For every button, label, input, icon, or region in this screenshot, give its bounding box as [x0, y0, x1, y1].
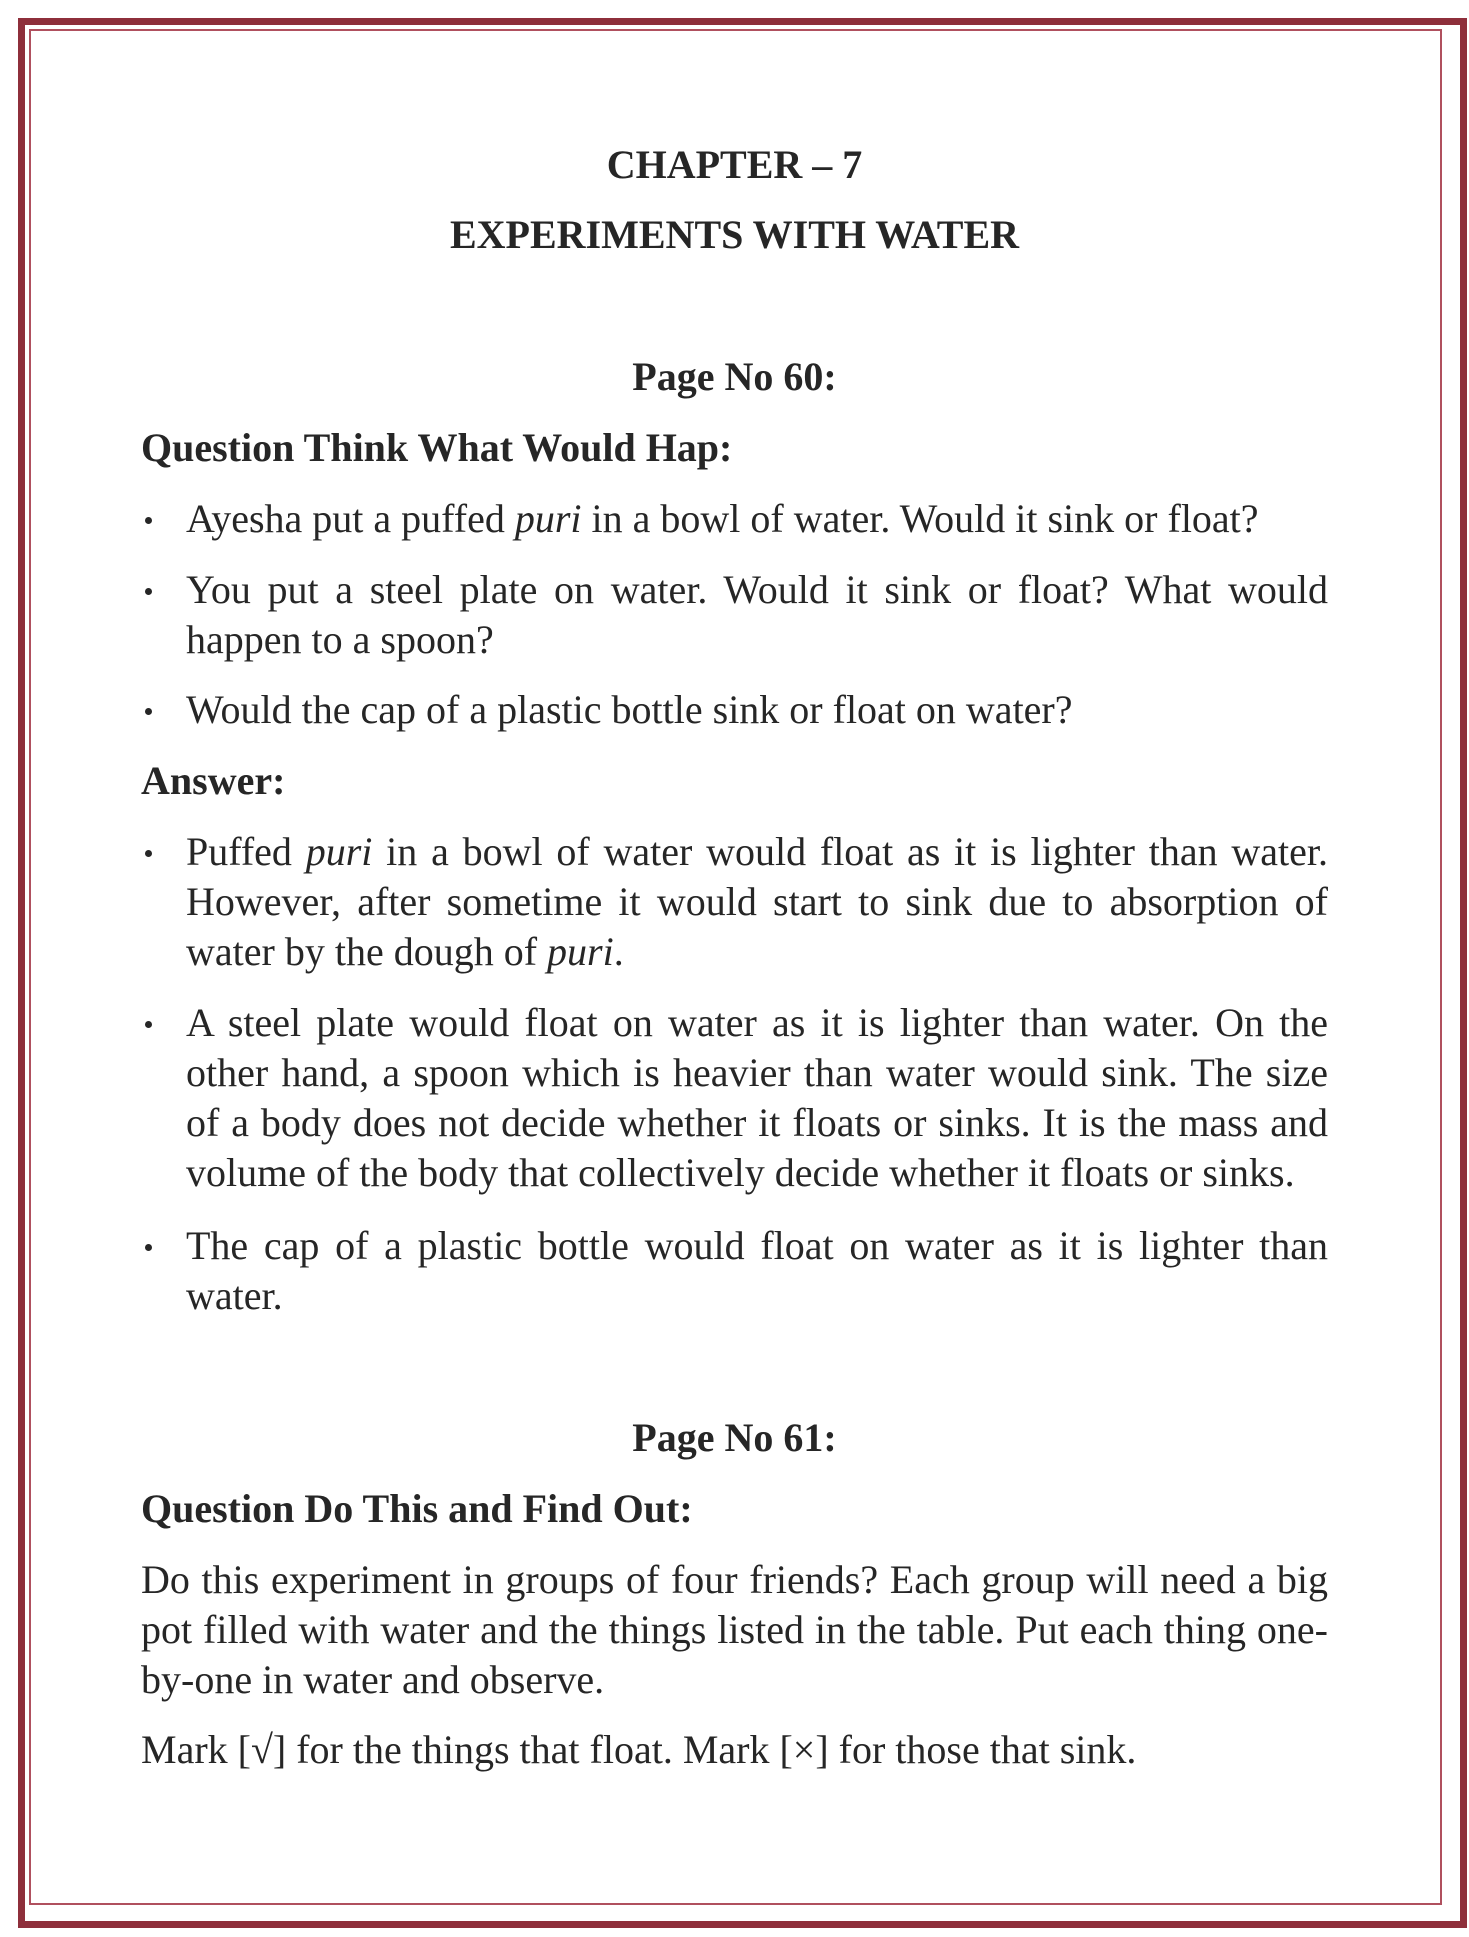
chapter-number: CHAPTER – 7: [606, 142, 863, 187]
question-text: Ayesha put a puffed: [186, 496, 515, 541]
question-text: You put a steel plate on water. Would it sink or float? What would happen to a spoon?: [186, 567, 1328, 662]
page-heading-60: Page No 60:: [632, 354, 837, 399]
answer-item: [141, 827, 1328, 977]
question-item: [141, 565, 1328, 665]
chapter-title: EXPERIMENTS WITH WATER: [449, 212, 1020, 257]
answer-text: The cap of a plastic bottle would float on water as it is lighter than water.: [186, 1223, 1328, 1318]
question-heading: Question Do This and Find Out:: [141, 1486, 693, 1531]
answer-italic: puri: [547, 929, 614, 974]
answer-text: Puffed: [186, 829, 306, 874]
question-text: in a bowl of water. Would it sink or float?: [581, 496, 1259, 541]
question-italic: puri: [514, 496, 582, 541]
page-heading-61: Page No 61:: [632, 1415, 837, 1460]
experiment-paragraph: Do this experiment in groups of four friends? Each group will need a big pot filled with water and the things listed in the table. Put each thing one-by-one in water and observe.: [141, 1557, 1328, 1702]
question-item: [141, 685, 1328, 735]
answer-text: .: [613, 929, 624, 974]
question-item: [141, 494, 1328, 544]
answer-item: [141, 1221, 1328, 1321]
question-text: Would the cap of a plastic bottle sink or float on water?: [186, 687, 1073, 732]
answer-heading: Answer:: [141, 758, 286, 803]
answer-text: in a bowl of water would float as it is lighter than water. However, after sometime it would start to sink due to absorption of water by the dough of: [186, 829, 1328, 974]
answer-item: [141, 998, 1328, 1198]
answer-italic: puri: [305, 829, 373, 874]
question-heading: Question Think What Would Hap:: [141, 425, 733, 470]
answer-text: A steel plate would float on water as it is lighter than water. On the other hand, a spoon which is heavier than water would sink. The size of a body does not decide whether it floats or sinks. It is the mass and volume of the body that collectively decide whether it floats or sinks.: [186, 1000, 1328, 1195]
instruction-text: Mark [√] for the things that float. Mark [×] for those that sink.: [141, 1727, 1137, 1772]
